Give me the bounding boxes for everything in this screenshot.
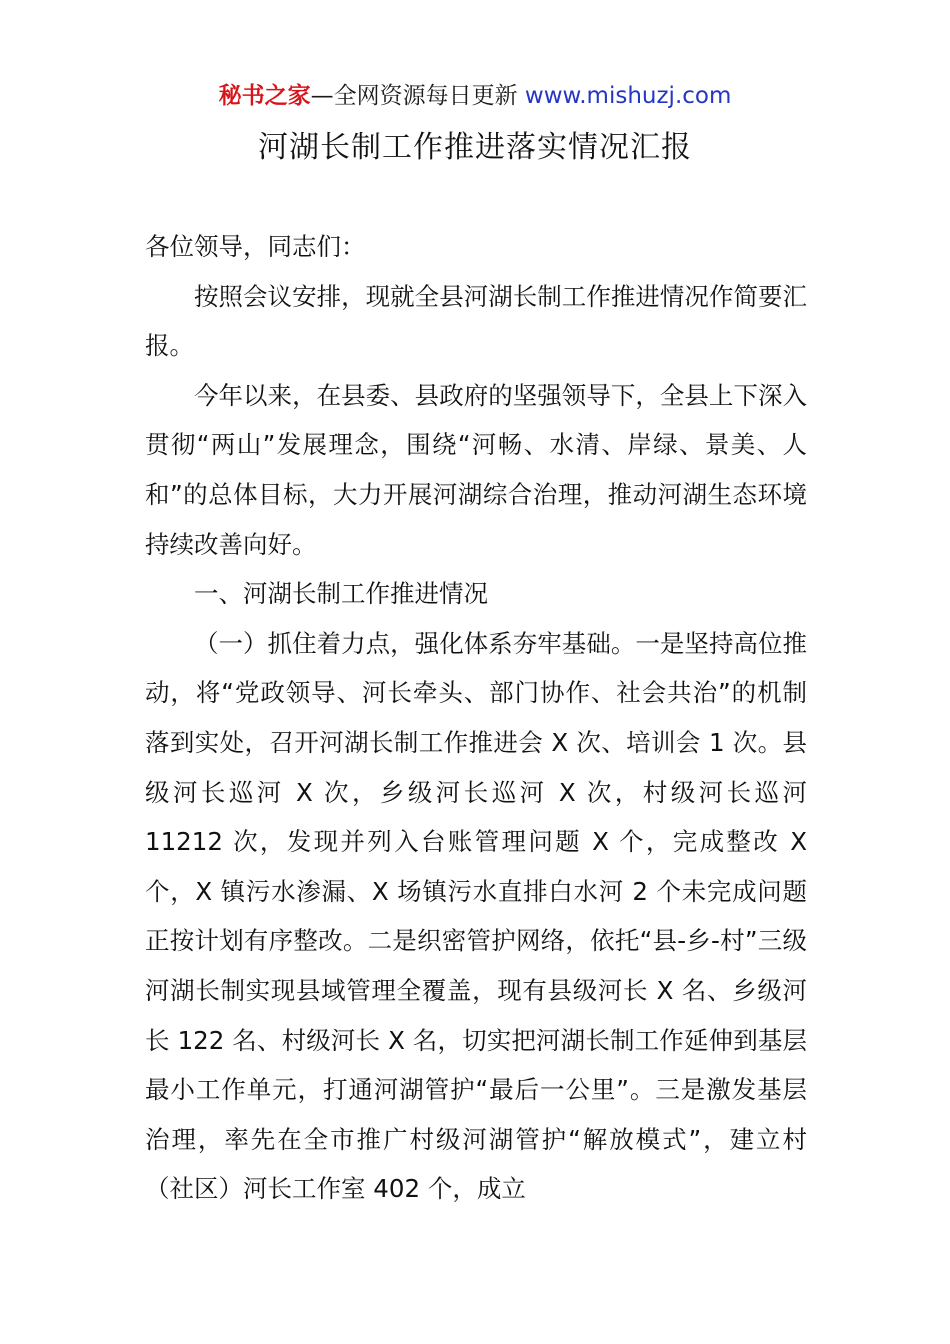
brand-name: 秘书之家 — [218, 83, 311, 109]
section-paragraph: （一）抓住着力点，强化体系夯牢基础。一是坚持高位推动，将“党政领导、河长牵头、部门协作、社会共治”的机制落到实处，召开河湖长制工作推进会 X 次、培训会 1 次。县级河长巡河 X 次，乡级河长巡河 X 次，村级河长巡河 11212 次，发现并列入台账管理问题 X 个，完成整改 X 个，X 镇污水渗漏、X 场镇污水直排白水河 2 个未完成问题正按计划有序整改。二是织密管护网络，依托“县-乡-村”三级河湖长制实现县域管理全覆盖，现有县级河长 X 名、乡级河长 122 名、村级河长 X 名，切实把河湖长制工作延伸到基层最小工作单元，打通河湖管护“最后一公里”。三是激发基层治理，率先在全市推广村级河湖管护“解放模式”，建立村（社区）河长工作室 402 个，成立 — [145, 628, 807, 1204]
site-banner — [0, 80, 950, 112]
banner-tagline: —全网资源每日更新 — [310, 83, 518, 109]
body-paragraph: 按照会议安排，现就全县河湖长制工作推进情况作简要汇报。 — [145, 281, 807, 361]
site-url-link[interactable]: www.mishuzj.com — [524, 83, 732, 109]
body-paragraph: 今年以来，在县委、县政府的坚强领导下，全县上下深入贯彻“两山”发展理念，围绕“河畅、水清、岸绿、景美、人和”的总体目标，大力开展河湖综合治理，推动河湖生态环境持续改善向好。 — [145, 380, 807, 559]
section-heading: 一、河湖长制工作推进情况 — [194, 579, 488, 609]
document-body — [145, 222, 807, 1214]
salutation: 各位领导，同志们： — [145, 232, 366, 261]
document-title: 河湖长制工作推进落实情况汇报 — [258, 130, 692, 165]
